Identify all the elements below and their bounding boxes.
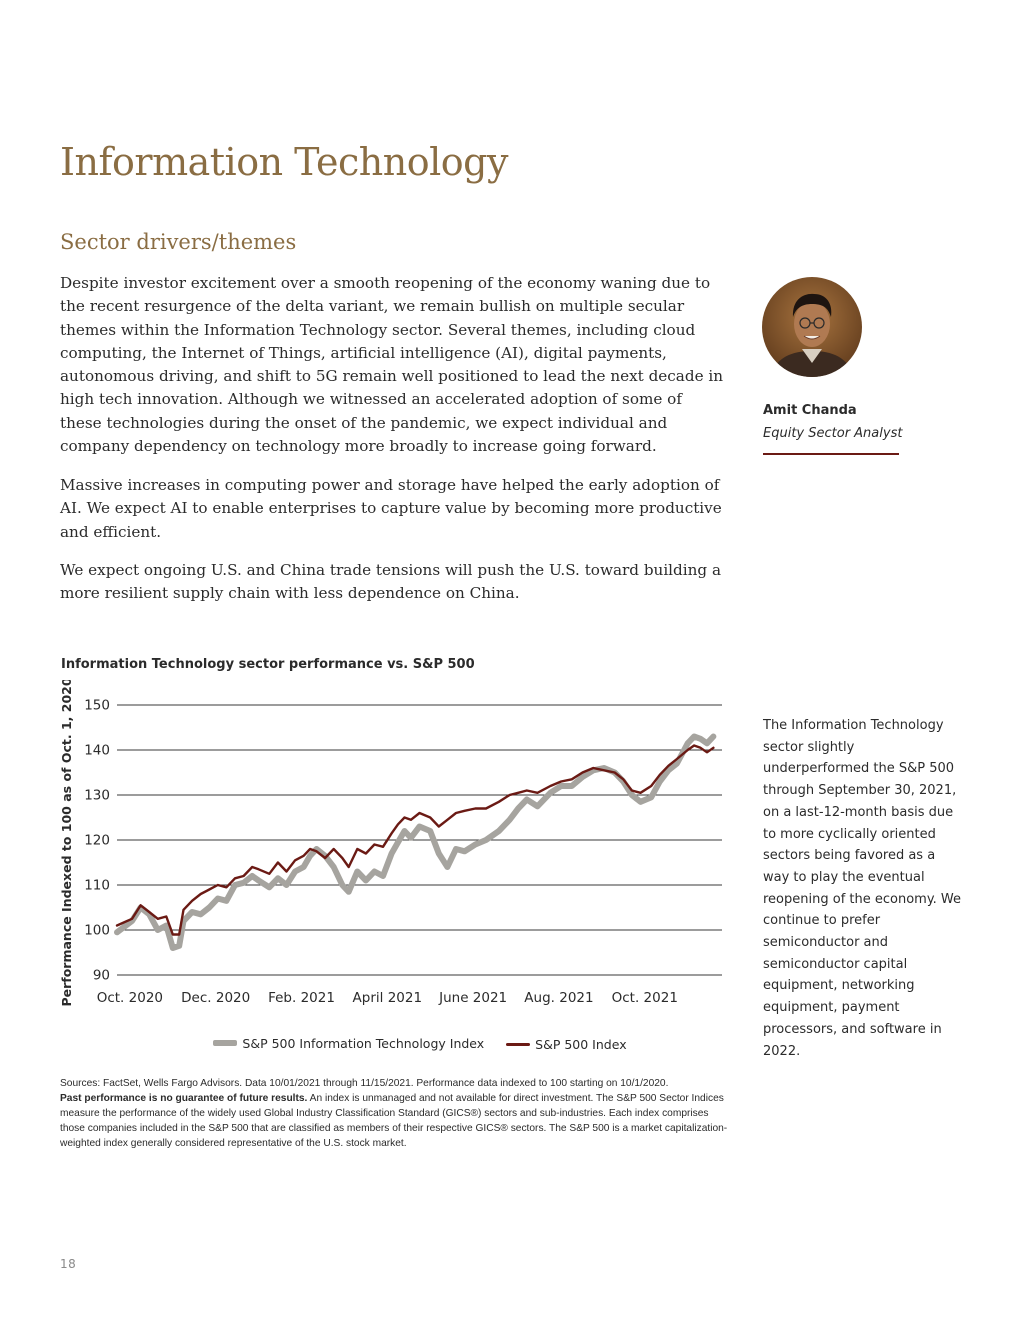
x-tick-label: Dec. 2020	[181, 990, 251, 1006]
y-tick-label: 120	[84, 832, 110, 849]
performance-chart	[55, 680, 735, 1019]
y-tick-label: 110	[84, 877, 110, 894]
legend-item-it	[213, 1036, 484, 1051]
analyst-photo	[762, 277, 862, 377]
page-number: 18	[60, 1257, 77, 1271]
analyst-portrait-icon	[762, 277, 862, 377]
chart-sources	[60, 1076, 728, 1151]
x-tick-label: Feb. 2021	[268, 990, 335, 1006]
chart-legend	[0, 1034, 840, 1052]
body-paragraph-1: Despite investor excitement over a smooth reopening of the economy waning due to the recent resurgence of the delta variant, we remain bullish on multiple secular themes within the Information Technology sector. Several themes, including cloud computing, the Internet of Things, artificial intelligence (AI), digital payments, autonomous driving, and shift to 5G remain well positioned to lead the next decade in high tech innovation. Although we witnessed an accelerated adoption of some of these technologies during the onset of the pandemic, we expect individual and company dependency on technology more broadly to increase going forward.	[60, 274, 724, 456]
y-tick-label: 150	[84, 697, 110, 714]
x-tick-label: June 2021	[439, 990, 508, 1006]
x-tick-label: April 2021	[352, 990, 423, 1006]
page-title: Information Technology	[60, 140, 508, 184]
y-tick-label: 140	[84, 742, 110, 759]
y-tick-label: 130	[84, 787, 110, 804]
legend-swatch-it	[213, 1040, 237, 1046]
sources-disclaimer: An index is unmanaged and not available for direct investment. The S&P 500 Sector Indices measure the performance of the widely used Global Industry Classification Standard (GICS®) sectors and sub-industries. Each index comprises those companies included in the S&P 500 that are classified as members of their respective GICS® sectors. The S&P 500 is a market capitalization-weighted index generally considered representative of the U.S. stock market.	[60, 1093, 728, 1150]
chart-commentary: The Information Technology sector slightly underperformed the S&P 500 through September 30, 2021, on a last-12-month basis due to more cyclically oriented sectors being favored as a way to play the eventual reopening of the economy. We continue to prefer semiconductor and semiconductor capital equipment, networking equipment, payment processors, and software in 2022.	[763, 718, 962, 1059]
sources-disclaimer-bold: Past performance is no guarantee of future results.	[60, 1093, 308, 1105]
legend-label-it: S&P 500 Information Technology Index	[242, 1035, 485, 1051]
y-tick-label: 90	[92, 967, 110, 984]
body-paragraph-2: Massive increases in computing power and storage have helped the early adoption of AI. We expect AI to enable enterprises to capture value by becoming more productive and efficient.	[60, 476, 722, 541]
analyst-name: Amit Chanda	[763, 403, 857, 418]
series-line-it	[117, 737, 713, 949]
x-tick-label: Oct. 2021	[611, 990, 678, 1006]
analyst-title: Equity Sector Analyst	[763, 426, 903, 441]
y-tick-label: 100	[84, 922, 110, 939]
chart-svg	[55, 680, 735, 1015]
y-axis-label: Performance Indexed to 100 as of Oct. 1, 2020	[59, 680, 74, 1007]
sources-line: Sources: FactSet, Wells Fargo Advisors. Data 10/01/2021 through 11/15/2021. Performance data indexed to 100 starting on 10/1/2020.	[60, 1078, 669, 1089]
chart-title: Information Technology sector performance vs. S&P 500	[61, 657, 475, 672]
x-tick-label: Aug. 2021	[524, 990, 594, 1006]
body-paragraph-3: We expect ongoing U.S. and China trade tensions will push the U.S. toward building a more resilient supply chain with less dependence on China.	[60, 561, 722, 603]
legend-item-sp500	[506, 1037, 626, 1052]
legend-swatch-sp500	[506, 1043, 530, 1046]
section-heading: Sector drivers/themes	[60, 230, 297, 254]
analyst-divider	[763, 453, 899, 455]
legend-label-sp500: S&P 500 Index	[535, 1037, 627, 1052]
x-tick-label: Oct. 2020	[96, 990, 164, 1006]
